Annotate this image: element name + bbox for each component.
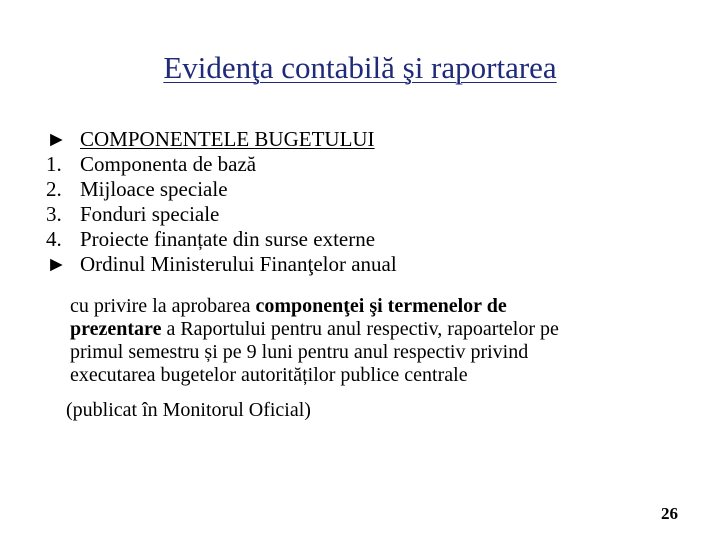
- list-item-text: Proiecte finanțate din surse externe: [80, 227, 376, 251]
- bullet-arrow-icon: ►: [46, 127, 67, 151]
- paragraph-bold-text: prezentare: [70, 318, 162, 340]
- paragraph-text: cu privire la aprobarea: [70, 295, 256, 317]
- paragraph-line: primul semestru și pe 9 luni pentru anul respectiv privind: [70, 341, 529, 363]
- paragraph-bold-text: componenţei şi termenelor de: [255, 295, 507, 317]
- bullet-arrow-icon: ►: [46, 252, 67, 276]
- list-item-text: Componenta de bază: [80, 152, 257, 176]
- paragraph-line: [70, 295, 710, 318]
- paragraph-line: [70, 318, 710, 341]
- list-item-text: Mijloace speciale: [80, 177, 228, 201]
- list-number: 3.: [46, 202, 62, 226]
- list-item: [46, 252, 706, 277]
- list-item-text: COMPONENTELE BUGETULUI: [80, 127, 375, 151]
- page-number: 26: [661, 504, 678, 523]
- list-number: 4.: [46, 227, 62, 251]
- list-item: [46, 202, 706, 227]
- list-item: [46, 227, 706, 252]
- published-note: (publicat în Monitorul Oficial): [66, 399, 311, 421]
- paragraph-text: a Raportului pentru anul respectiv, rapoartelor pe: [161, 318, 559, 340]
- slide-title: Evidenţa contabilă şi raportarea: [163, 50, 557, 85]
- order-description: [70, 295, 710, 387]
- list-item-text: Ordinul Ministerului Finanţelor anual: [80, 252, 397, 276]
- list-item: [46, 152, 706, 177]
- slide-list: [46, 127, 706, 277]
- list-number: 1.: [46, 152, 62, 176]
- list-item: [46, 127, 706, 152]
- paragraph-line: executarea bugetelor autorităților publice centrale: [70, 364, 468, 386]
- list-number: 2.: [46, 177, 62, 201]
- list-item-text: Fonduri speciale: [80, 202, 220, 226]
- list-item: [46, 177, 706, 202]
